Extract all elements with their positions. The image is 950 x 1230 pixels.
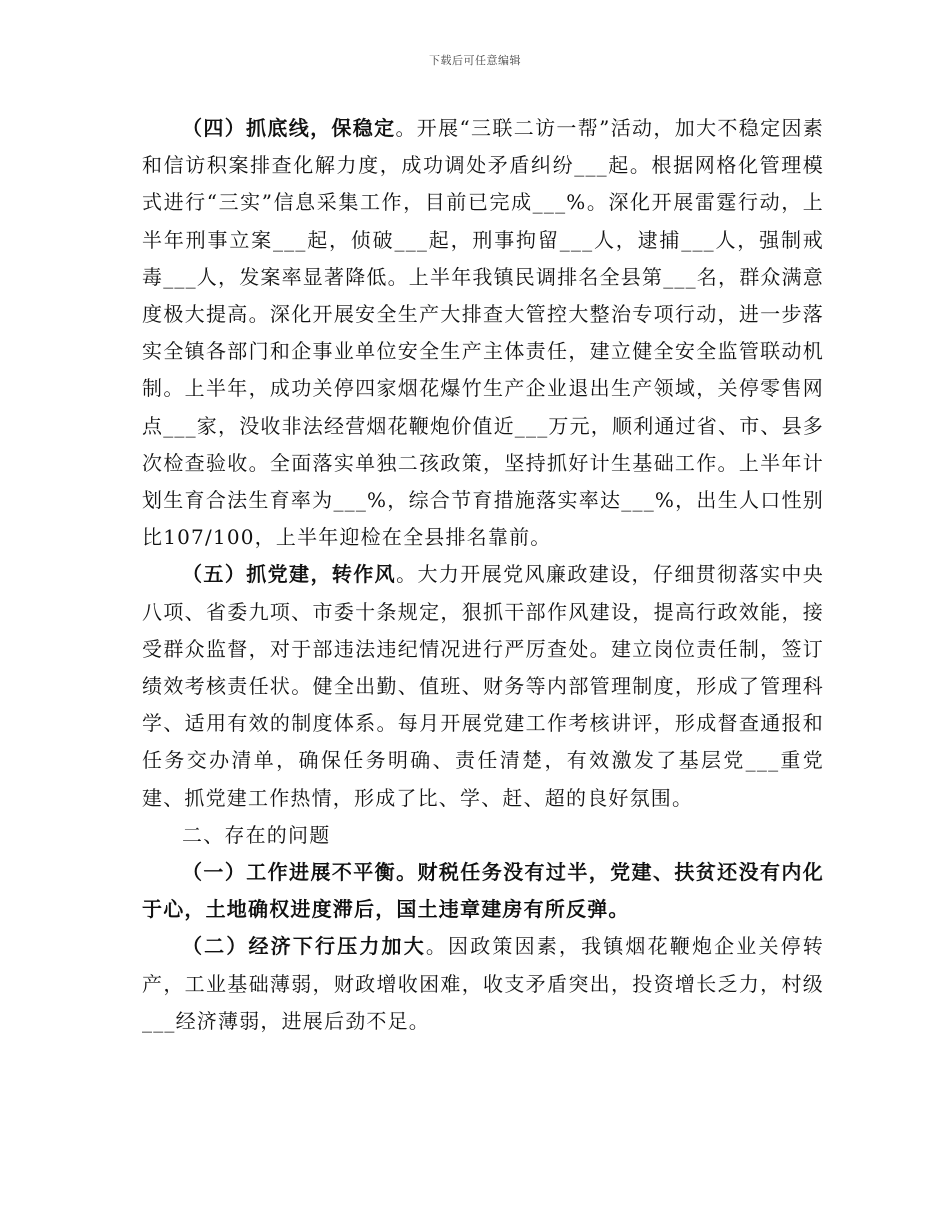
page-header: 下载后可任意编辑	[429, 54, 521, 67]
document-body	[142, 110, 824, 1040]
problem-one-paragraph: （一）工作进展不平衡。财税任务没有过半，党建、扶贫还没有内化于心，土地确权进度滞后，国土违章建房有所反弹。	[142, 860, 824, 922]
section-four-paragraph	[142, 110, 824, 556]
problem-two-body: 。因政策因素，我镇烟花鞭炮企业关停转产，工业基础薄弱，财政增收困难，收支矛盾突出，投资增长乏力，村级___经济薄弱，进展后劲不足。	[142, 934, 824, 1033]
problem-two-paragraph	[142, 928, 824, 1040]
section-five-lead: （五）抓党建，转作风	[182, 562, 397, 587]
problem-two-lead: （二）经济下行压力加大	[182, 934, 426, 959]
section-four-body: 。开展“三联二访一帮”活动，加大不稳定因素和信访积案排查化解力度，成功调处矛盾纠纷___起。根据网格化管理模式进行“三实”信息采集工作，目前已完成___%。深化开展雷霆行动，上半年刑事立案___起，侦破___起，刑事拘留___人，逮捕___人，强制戒毒___人，发案率显著降低。上半年我镇民调排名全县第___名，群众满意度极大提高。深化开展安全生产大排查大管控大整治专项行动，进一步落实全镇各部门和企事业单位安全生产主体责任，建立健全安全监管联动机制。上半年，成功关停四家烟花爆竹生产企业退出生产领域，关停零售网点___家，没收非法经营烟花鞭炮价值近___万元，顺利通过省、市、县多次检查验收。全面落实单独二孩政策，坚持抓好计生基础工作。上半年计划生育合法生育率为___%，综合节育措施落实率达___%，出生人口性别比107/100，上半年迎检在全县排名靠前。	[142, 116, 824, 550]
section-four-lead: （四）抓底线，保稳定	[182, 116, 396, 140]
section-five-paragraph	[142, 556, 824, 816]
section-five-body: 。大力开展党风廉政建设，仔细贯彻落实中央八项、省委九项、市委十条规定，狠抓干部作风建设，提高行政效能，接受群众监督，对于部违法违纪情况进行严厉查处。建立岗位责任制，签订绩效考核责任状。健全出勤、值班、财务等内部管理制度，形成了管理科学、适用有效的制度体系。每月开展党建工作考核讲评，形成督查通报和任务交办清单，确保任务明确、责任清楚，有效激发了基层党___重党建、抓党建工作热情，形成了比、学、赶、超的良好氛围。	[142, 562, 825, 810]
problems-heading: 二、存在的问题	[182, 822, 331, 847]
